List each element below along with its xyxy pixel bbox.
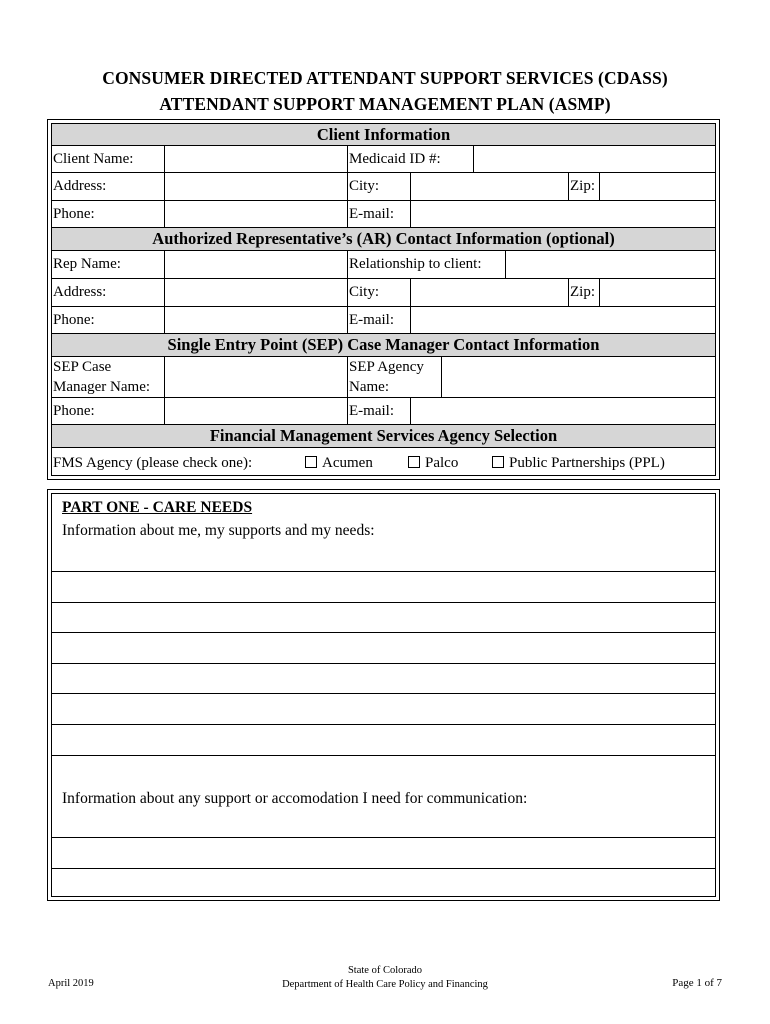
sep-phone-row [52,398,715,425]
communication-support-prompt: Information about any support or accomodation I need for communication: [62,790,528,807]
rep-name-label: Rep Name: [53,256,121,272]
acumen-label: Acumen [322,455,373,471]
document-title-line-1: CONSUMER DIRECTED ATTENDANT SUPPORT SERVICES (CDASS) [102,68,668,88]
relationship-label: Relationship to client: [349,256,482,272]
palco-checkbox[interactable] [408,456,420,468]
client-phone-label: Phone: [53,206,95,222]
sep-agency-label-line-2: Name: [349,379,389,395]
sep-agency-label [348,357,424,397]
client-phone-row [52,201,715,228]
sep-case-manager-label [52,357,150,397]
client-email-label: E-mail: [349,206,394,222]
client-zip-field[interactable] [600,173,715,200]
rep-email-field[interactable] [411,307,715,333]
sep-agency-field[interactable] [442,357,715,397]
answer-line [52,663,715,664]
rep-phone-label: Phone: [53,312,95,328]
client-name-field[interactable] [165,146,347,172]
part-one-title: PART ONE - CARE NEEDS [62,499,253,516]
document-title-line-2: ATTENDANT SUPPORT MANAGEMENT PLAN (ASMP) [159,94,611,114]
client-address-field[interactable] [165,173,347,200]
answer-line [52,755,715,756]
rep-name-row [52,251,715,279]
sep-agency-label-line-1: SEP Agency [349,359,424,375]
rep-address-row [52,279,715,307]
answer-line [52,693,715,694]
rep-zip-label: Zip: [570,284,595,300]
answer-line [52,571,715,572]
sep-phone-label: Phone: [53,403,95,419]
rep-city-field[interactable] [411,279,568,306]
ppl-label: Public Partnerships (PPL) [509,455,665,471]
footer-date: April 2019 [48,978,94,989]
sep-manager-row [52,357,715,398]
client-city-label: City: [349,178,380,194]
client-email-field[interactable] [411,201,715,227]
answer-line [52,632,715,633]
fms-option-palco[interactable] [408,448,458,478]
client-address-row [52,173,715,201]
footer-org-line-2: Department of Health Care Policy and Financing [282,979,488,990]
rep-name-field[interactable] [165,251,347,278]
fms-agency-row [52,448,715,478]
relationship-field[interactable] [506,251,715,278]
supports-needs-prompt: Information about me, my supports and my needs: [62,522,375,539]
supports-needs-answer-area[interactable] [52,572,715,756]
medicaid-id-label: Medicaid ID #: [349,151,441,167]
palco-label: Palco [425,455,459,471]
rep-address-label: Address: [53,284,107,300]
sep-email-field[interactable] [411,398,715,424]
client-address-label: Address: [53,178,107,194]
client-phone-field[interactable] [165,201,347,227]
answer-line [52,724,715,725]
sep-case-manager-label-line-2: Manager Name: [53,379,151,395]
sep-case-manager-field[interactable] [165,357,347,397]
fms-option-acumen[interactable] [305,448,373,478]
sep-information-heading: Single Entry Point (SEP) Case Manager Contact Information [52,334,715,357]
answer-line [52,837,715,838]
footer-page-number: Page 1 of 7 [672,977,722,989]
fms-option-ppl[interactable] [492,448,665,478]
sep-email-label: E-mail: [349,403,394,419]
client-city-field[interactable] [411,173,568,200]
client-zip-label: Zip: [570,178,595,194]
rep-phone-row [52,307,715,334]
client-name-label: Client Name: [53,151,134,167]
acumen-checkbox[interactable] [305,456,317,468]
client-name-row [52,146,715,173]
ar-information-heading: Authorized Representative’s (AR) Contact Information (optional) [52,228,715,251]
rep-address-field[interactable] [165,279,347,306]
part-one-care-needs-section [47,489,720,901]
sep-case-manager-label-line-1: SEP Case [53,359,112,375]
sep-phone-field[interactable] [165,398,347,424]
answer-line [52,868,715,869]
footer-org-line-1: State of Colorado [347,965,423,976]
fms-agency-label: FMS Agency (please check one): [53,455,253,471]
rep-zip-field[interactable] [600,279,715,306]
fms-selection-heading: Financial Management Services Agency Selection [52,425,715,448]
rep-phone-field[interactable] [165,307,347,333]
contact-information-form [47,119,720,480]
client-information-heading: Client Information [52,124,715,146]
medicaid-id-field[interactable] [474,146,715,172]
ppl-checkbox[interactable] [492,456,504,468]
rep-city-label: City: [349,284,380,300]
answer-line [52,602,715,603]
rep-email-label: E-mail: [349,312,394,328]
